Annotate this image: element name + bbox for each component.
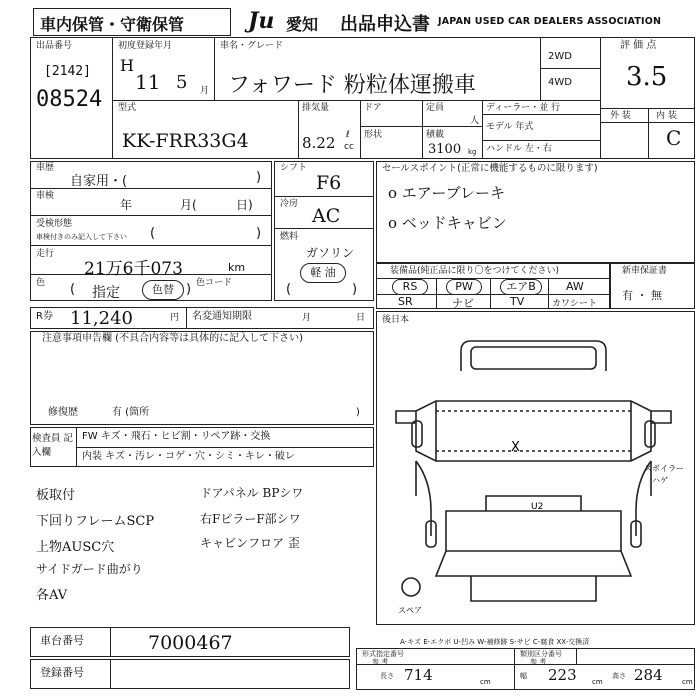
color-value: 指定 bbox=[92, 285, 120, 301]
height-label: 高さ bbox=[612, 672, 626, 680]
displacement-label: 排気量 bbox=[302, 103, 330, 113]
width-unit: cm bbox=[592, 678, 603, 686]
association-name: JAPAN USED CAR DEALERS ASSOCIATION bbox=[438, 16, 662, 27]
handwritten-note: 各AV bbox=[36, 588, 68, 603]
handwritten-note-right: キャビンフロア 歪 bbox=[200, 536, 300, 550]
inspection-month: 月( bbox=[180, 198, 197, 212]
cert-sub: 参 考 bbox=[372, 658, 389, 666]
inspector-label: 検査員 記入欄 bbox=[32, 433, 74, 458]
reg-era: H bbox=[120, 56, 134, 75]
selling-point-item: o エアーブレーキ bbox=[388, 184, 505, 202]
color-change: 色替 bbox=[142, 280, 184, 300]
car-diagram bbox=[376, 311, 695, 625]
ac-label: 冷房 bbox=[280, 199, 299, 209]
equip-rs: RS bbox=[392, 279, 428, 295]
interior-label: 内 装 bbox=[656, 111, 677, 121]
warranty-label: 新車保証書 bbox=[622, 266, 668, 276]
height-value: 284 bbox=[634, 666, 663, 684]
color-close: ) bbox=[186, 282, 192, 297]
ju-logo: Ju bbox=[248, 8, 275, 34]
receipt-note: 車検付きのみ記入して下さい bbox=[36, 233, 127, 241]
car-name-value: フォワード 粉粒体運搬車 bbox=[228, 73, 476, 98]
form-title: 出品申込書 bbox=[340, 14, 430, 35]
history-value: 自家用・( bbox=[70, 174, 128, 189]
category-label: 類別区分番号 bbox=[520, 650, 562, 658]
history-close: ) bbox=[256, 170, 262, 185]
shape-label: 形状 bbox=[364, 130, 383, 140]
reg-year: 11 bbox=[135, 70, 161, 94]
recycle-value: 11,240 bbox=[70, 308, 133, 329]
handwritten-note: 上物AUSC穴 bbox=[36, 540, 115, 555]
rear-label: 後日本 bbox=[382, 315, 410, 325]
reg-month-unit: 月 bbox=[200, 86, 210, 96]
score-label: 評 価 点 bbox=[620, 40, 657, 51]
handwritten-note: サイドガード曲がり bbox=[36, 562, 143, 576]
length-unit: cm bbox=[480, 678, 491, 686]
receipt-open: ( bbox=[150, 226, 156, 241]
selling-points-label: セールスポイント(正常に機能するものに限ります) bbox=[382, 163, 598, 174]
spare-label: スペア bbox=[398, 606, 422, 615]
capacity-unit: 人 bbox=[470, 116, 480, 126]
length-label: 長さ bbox=[380, 672, 394, 680]
inspection-label: 車検 bbox=[36, 191, 55, 201]
car-name-label: 車名・グレード bbox=[220, 41, 284, 51]
displacement-value: 8.22 bbox=[302, 134, 336, 152]
handwritten-note: 板取付 bbox=[36, 488, 76, 503]
storage-note: 車内保管・守衛保管 bbox=[40, 15, 185, 34]
side-note-2: ハゲ bbox=[652, 476, 668, 485]
mark-x: X bbox=[511, 440, 520, 455]
displacement-unit: ℓ bbox=[346, 130, 350, 140]
width-label: 幅 bbox=[520, 672, 527, 680]
handwritten-note-right: ドアパネル BPシワ bbox=[200, 486, 304, 500]
mark-u2: U2 bbox=[531, 502, 544, 512]
reg-no-label: 登録番号 bbox=[40, 666, 84, 679]
doors-label: ドア bbox=[364, 103, 382, 113]
fuel-label: 燃料 bbox=[280, 232, 299, 242]
receipt-label: 受検形態 bbox=[36, 219, 73, 229]
mileage-label: 走行 bbox=[36, 249, 55, 259]
model-value: KK-FRR33G4 bbox=[122, 130, 249, 152]
tax-month: 月 bbox=[302, 313, 312, 323]
exterior-label: 外 装 bbox=[610, 111, 631, 121]
displacement-unit-cc: cc bbox=[344, 142, 354, 152]
equipment-label: 装備品(純正品に限り〇をつけてください) bbox=[390, 266, 560, 276]
side-note: スポイラー bbox=[644, 464, 684, 473]
reg-month: 5 bbox=[176, 72, 188, 93]
first-reg-label: 初度登録年月 bbox=[118, 41, 173, 51]
selling-point-item: o ベッドキャビン bbox=[388, 214, 507, 232]
load-unit: kg bbox=[468, 148, 477, 156]
ac-value: AC bbox=[312, 205, 341, 227]
handwritten-note: 下回りフレームSCP bbox=[36, 514, 155, 529]
fuel-close: ) bbox=[352, 282, 358, 297]
fuel-circled: 軽 油 bbox=[300, 263, 346, 283]
interior-row: 内装 キズ・汚レ・コゲ・穴・シミ・キレ・破レ bbox=[82, 451, 295, 462]
recycle-unit: 円 bbox=[170, 313, 180, 323]
repair-value: 有 (箇所 bbox=[112, 407, 150, 418]
length-value: 714 bbox=[404, 666, 433, 684]
inspection-day: 日) bbox=[236, 198, 253, 212]
equip-tv: TV bbox=[510, 295, 525, 308]
handwritten-note-right: 右FピラーF部シワ bbox=[200, 512, 301, 526]
repair-close: ) bbox=[356, 407, 360, 418]
tax-day: 日 bbox=[356, 313, 366, 323]
color-label: 色 bbox=[36, 278, 46, 288]
chassis-label: 車台番号 bbox=[40, 634, 84, 647]
history-label: 車歴 bbox=[36, 163, 55, 173]
inspection-year: 年 bbox=[120, 198, 133, 212]
tax-label: 名変通知期限 bbox=[192, 311, 252, 322]
color-open: ( bbox=[70, 282, 76, 297]
repair-label: 修復歴 bbox=[48, 407, 78, 418]
equip-navi: ナビ bbox=[452, 297, 474, 310]
fuel-open: ( bbox=[286, 282, 292, 297]
capacity-label: 定員 bbox=[426, 103, 445, 113]
listing-number: 08524 bbox=[36, 87, 103, 112]
model-label: 型式 bbox=[118, 103, 137, 113]
mileage-value: 21万6千073 bbox=[84, 259, 183, 279]
dealer-label: ディーラー・並 行 bbox=[486, 103, 561, 113]
caution-block bbox=[30, 331, 374, 425]
recycle-label: R券 bbox=[36, 311, 53, 322]
load-label: 積載 bbox=[426, 130, 445, 140]
listing-number-label: 出品番号 bbox=[36, 41, 73, 51]
equip-leather: カワシート bbox=[552, 299, 598, 309]
chassis-value: 7000467 bbox=[148, 632, 233, 654]
shift-value: F6 bbox=[316, 172, 342, 194]
handle-label: ハンドル 左・右 bbox=[486, 144, 552, 154]
listing-sub-number: [2142] bbox=[44, 64, 91, 79]
model-year-label: モデル 年式 bbox=[486, 122, 534, 132]
receipt-close: ) bbox=[256, 226, 262, 241]
category-sub: 参 考 bbox=[530, 658, 547, 666]
color-code-label: 色コード bbox=[196, 278, 233, 288]
damage-legend: A-キズ E-エクボ U-凹み W-補修跡 S-サビ C-腐食 XX-交換済 bbox=[400, 638, 590, 646]
score-value: 3.5 bbox=[626, 62, 668, 92]
shift-label: シフト bbox=[280, 163, 308, 173]
interior-grade: C bbox=[666, 126, 682, 150]
drive-4wd: 4WD bbox=[548, 77, 572, 88]
width-value: 223 bbox=[548, 666, 577, 684]
load-value: 3100 bbox=[428, 142, 462, 157]
fuel-value: ガソリン bbox=[306, 246, 355, 260]
fw-row: FW キズ・飛石・ヒビ割・リペア跡・交換 bbox=[82, 431, 271, 442]
mileage-unit: km bbox=[228, 261, 246, 274]
drive-2wd: 2WD bbox=[548, 51, 572, 62]
equip-sr: SR bbox=[398, 295, 413, 308]
cert-label: 形式指定番号 bbox=[362, 650, 404, 658]
caution-label: 注意事項申告欄 (不具合内容等は具体的に記入して下さい) bbox=[42, 333, 303, 344]
height-unit: cm bbox=[682, 678, 693, 686]
equip-aw: AW bbox=[566, 280, 584, 293]
warranty-value: 有 ・ 無 bbox=[622, 289, 662, 302]
equip-airbag: エアB bbox=[500, 279, 542, 295]
equip-pw: PW bbox=[446, 279, 482, 295]
region-name: 愛知 bbox=[286, 15, 319, 34]
